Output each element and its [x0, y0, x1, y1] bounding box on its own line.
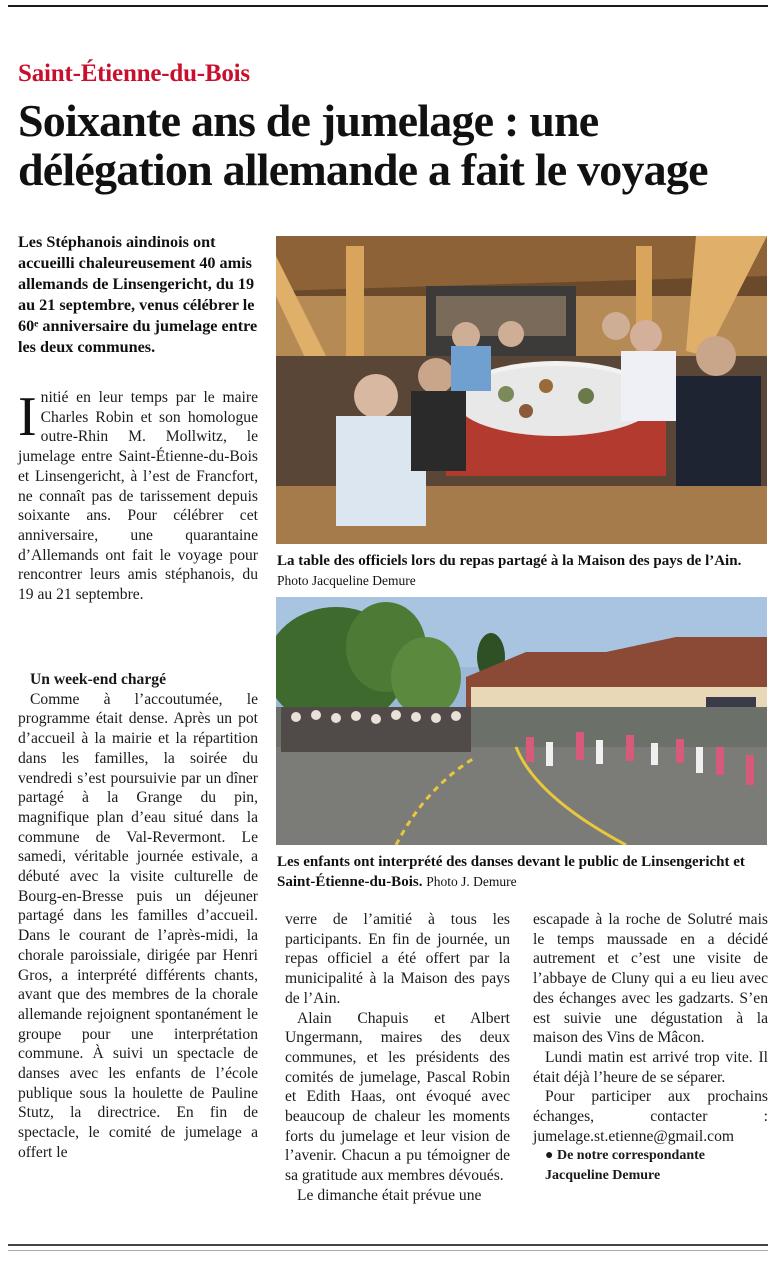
body-paragraph: Pour participer aux prochains échanges, contacter : jumelage.st.etienne@gmail.com	[533, 1088, 768, 1145]
article-column-1-continued	[18, 670, 258, 1163]
article-column-1	[18, 388, 258, 605]
section-subheading: Un week-end chargé	[30, 671, 166, 688]
photo-caption-2	[277, 852, 767, 892]
signature-line: ● De notre correspondante	[545, 1148, 705, 1164]
photo-credit-2: Photo J. Demure	[426, 874, 517, 889]
photo-banquet-table	[276, 236, 767, 544]
article-standfirst: Les Stéphanois aindinois ont accueilli chaleureusement 40 amis allemands de Linsengericht, du 19 au 21 septembre, venus célébrer le 60ᵉ anniversaire du jumelage entre les deux communes.	[18, 233, 258, 356]
body-paragraph: Alain Chapuis et Albert Ungermann, maires des deux communes, et les présidents des comités de jumelage, Pascal Robin et Edith Haas, ont évoqué avec beaucoup de chaleur les moments forts du jumelage et leur vision de l’avenir. Chacun a pu témoigner de sa gratitude aux membres dévoués.	[285, 1009, 510, 1185]
article-kicker: Saint-Étienne-du-Bois	[18, 60, 250, 87]
article-headline: Soixante ans de jumelage : une délégation allemande a fait le voyage	[18, 95, 708, 195]
signature-name: Jacqueline Demure	[545, 1168, 661, 1184]
photo-credit-1: Photo Jacqueline Demure	[277, 573, 416, 588]
body-paragraph: Lundi matin est arrivé trop vite. Il était déjà l’heure de se séparer.	[533, 1048, 768, 1086]
body-paragraph: Le dimanche était prévue une	[297, 1186, 482, 1204]
body-paragraph: escapade à la roche de Solutré mais le temps maussade en a décidé autrement et c’est une visite de l’abbaye de Cluny qui a eu lieu avec des échanges avec les gadzarts. S’en est suivie une dégustation à la maison des Vins de Mâcon.	[533, 911, 768, 1047]
top-rule	[8, 5, 768, 7]
intro-text: nitié en leur temps par le maire Charles Robin et son homologue outre-Rhin M. Mollwitz, le jumelage entre Saint-Étienne-du-Bois et Linsengericht, à l’est de Francfort, ne connaît pas de tarissement depuis soixante ans. Pour célébrer cet anniversaire, une quarantaine d’Allemands ont fait le voyage pour rencontrer leurs amis stéphanois, du 19 au 21 septembre.	[18, 389, 258, 604]
photo-caption-1	[277, 551, 767, 591]
intro-paragraph	[18, 388, 258, 605]
article-column-3	[533, 910, 768, 1186]
article-column-2	[285, 910, 510, 1206]
caption-text-1: La table des officiels lors du repas partagé à la Maison des pays de l’Ain.	[277, 553, 742, 569]
drop-cap: I	[18, 386, 37, 448]
photo-children-dancing	[276, 597, 767, 845]
bottom-rule-thin	[8, 1250, 768, 1251]
body-paragraph: Comme à l’accoutumée, le programme était dense. Après un pot d’accueil à la mairie et la répartition dans les familles, la soirée du vendredi s’est poursuivie par un dîner partagé à la Grange du pin, magnifique plan d’eau situé dans la commune de Val-Revermont. Le samedi, véritable journée estivale, a débuté avec la visite culturelle de Bourg-en-Bresse puis un déjeuner partagé dans les familles d’accueil. Dans le courant de l’après-midi, la chorale paroissiale, dirigée par Henri Gros, a interprété différents chants, avant que des membres de la chorale allemande rejoignent spontanément le groupe pour une interprétation commune. À suivi un spectacle de danses avec les enfants de l’école publique sous la houlette de Pauline Stutz, la directrice. En fin de spectacle, le comité de jumelage a offert le	[18, 690, 258, 1161]
body-paragraph: verre de l’amitié à tous les participants. En fin de journée, un repas officiel a été offert par la municipalité à la Maison des pays de l’Ain.	[285, 911, 510, 1007]
bottom-rule	[8, 1244, 768, 1246]
caption-text-2: Les enfants ont interprété des danses devant le public de Linsengericht et Saint-Étienne-du-Bois.	[277, 854, 745, 890]
